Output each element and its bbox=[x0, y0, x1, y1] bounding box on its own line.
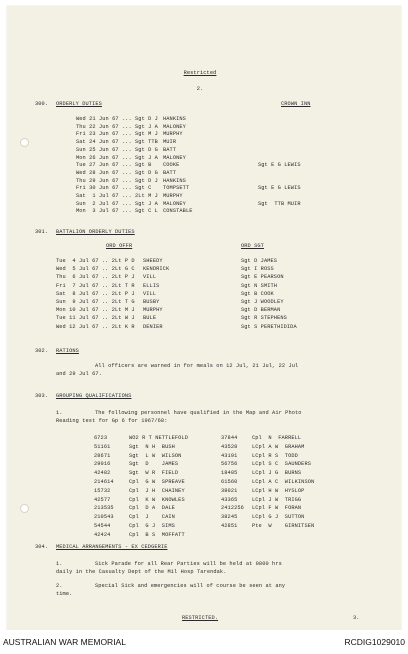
ord-offr-date-rank: Mon 10 Jul 67 .. 2Lt M J bbox=[56, 307, 135, 314]
paragraph-line: Reading test for Gp 6 for 1967/68: bbox=[56, 418, 168, 424]
ord-sgt: Sgt R STEPHENS bbox=[241, 315, 287, 322]
service-number: 29016 bbox=[94, 461, 111, 468]
service-number: 18405 bbox=[221, 470, 238, 477]
ord-offr-name: MURPHY bbox=[143, 307, 163, 314]
service-number: 42424 bbox=[94, 531, 111, 538]
crown-inn-duty: Sgt E G LEWIS bbox=[258, 162, 301, 169]
service-number: 56756 bbox=[221, 461, 238, 468]
rank-name: Cpl J H CHAINEY bbox=[129, 487, 185, 494]
duty-name: MURPHY bbox=[163, 193, 183, 199]
paragraph-line: and 29 Jul 67. bbox=[56, 371, 102, 377]
next-page-number: 3. bbox=[353, 615, 360, 621]
ord-sgt: Sgt I ROSS bbox=[241, 266, 274, 273]
punch-hole bbox=[20, 504, 29, 513]
rank-name: Cpl K W KNOWLES bbox=[129, 496, 185, 503]
duty-date-rank: Wed 28 Jun 67 ... Sgt D G bbox=[76, 169, 158, 176]
section-title: BATTALION ORDERLY DUTIES bbox=[56, 229, 135, 235]
paragraph-line: Sick Parade for all Rear Parties will be held at 0800 hrs bbox=[95, 561, 282, 567]
service-number: 43191 bbox=[221, 452, 238, 459]
duty-date-rank: Sat 24 Jun 67 ... Sgt TTB bbox=[76, 139, 158, 146]
ord-offr-name: VILL bbox=[143, 290, 157, 297]
ord-offr-name: SHEEDY bbox=[143, 258, 163, 264]
service-number: 15732 bbox=[94, 487, 111, 494]
duty-name: HANKINS bbox=[163, 116, 186, 122]
duty-name: MALONEY bbox=[163, 154, 186, 161]
service-number: 213535 bbox=[94, 505, 114, 512]
rank-name: Sgt N H BUSH bbox=[129, 443, 175, 450]
rank-name: LCpl F W FORAN bbox=[252, 505, 302, 512]
duty-name: MALONEY bbox=[163, 123, 186, 130]
classification-header: Restricted bbox=[183, 70, 217, 76]
section-number: 302. bbox=[35, 348, 49, 354]
ord-offr-name: BULE bbox=[143, 315, 157, 322]
paragraph-line: Special Sick and emergencies will of course be seen at any bbox=[95, 583, 286, 589]
section-number: 304. bbox=[35, 544, 49, 550]
rank-name: Cpl D A DALE bbox=[129, 505, 175, 512]
duty-name: CONSTABLE bbox=[163, 208, 193, 215]
service-number: 38245 bbox=[221, 514, 238, 521]
duty-name: HANKINS bbox=[163, 177, 186, 184]
duty-name: BATT bbox=[163, 169, 177, 176]
ord-offr-date-rank: Fri 7 Jul 67 .. 2Lt T R bbox=[56, 282, 135, 289]
column-header: ORD OFFR bbox=[106, 243, 133, 249]
paragraph-line: daily in the Casualty Dept of the Mil Hosp Tarendak. bbox=[56, 569, 227, 575]
rank-name: LCpl G J SUTTON bbox=[252, 514, 305, 521]
ord-sgt: Sgt D BERMAN bbox=[241, 307, 281, 314]
paragraph-number: 1. bbox=[56, 410, 63, 416]
ord-offr-date-rank: Tue 11 Jul 67 .. 2Lt W J bbox=[56, 315, 135, 322]
duty-date-rank: Sun 25 Jun 67 ... Sgt D G bbox=[76, 146, 158, 153]
section-title: ORDERLY DUTIES bbox=[56, 101, 102, 107]
section-title: MEDICAL ARRANGEMENTS - EX CEDGERIE bbox=[56, 544, 168, 550]
section-title: RATIONS bbox=[56, 348, 79, 354]
section-number: 300. bbox=[35, 101, 49, 107]
archive-reference: RCDIG1029010 bbox=[344, 637, 405, 647]
service-number: 210543 bbox=[94, 514, 114, 521]
duty-date-rank: Tue 27 Jun 67 ... Sgt B bbox=[76, 162, 152, 169]
punch-hole bbox=[20, 138, 29, 147]
ord-sgt: Sgt J WOODLEY bbox=[241, 299, 284, 305]
paragraph-line: The following personnel have qualified in the Map and Air Photo bbox=[95, 410, 302, 416]
duty-name: BATT bbox=[163, 146, 177, 153]
duty-name: MALONEY bbox=[163, 200, 186, 207]
service-number: 214614 bbox=[94, 479, 114, 485]
rank-name: LCpl R S TODD bbox=[252, 452, 298, 459]
service-number: 6723 bbox=[94, 435, 108, 441]
crown-inn-duty: Sgt E G LEWIS bbox=[258, 185, 301, 192]
classification-footer: RESTRICTED. bbox=[182, 615, 219, 621]
rank-name: Sgt W R FIELD bbox=[129, 470, 179, 477]
rank-name: LCpl A C WILKINSON bbox=[252, 479, 315, 485]
duty-date-rank: Sun 2 Jul 67 ... Sgt J A bbox=[76, 200, 158, 207]
duty-name: COOKE bbox=[163, 162, 180, 169]
duty-date-rank: Thu 22 Jun 67 ... Sgt J A bbox=[76, 123, 158, 130]
ord-sgt: Sgt D JAMES bbox=[241, 258, 278, 264]
archive-footer bbox=[0, 630, 408, 654]
duty-name: MURPHY bbox=[163, 131, 183, 138]
ord-offr-name: BUSBY bbox=[143, 299, 160, 305]
rank-name: LCpl A W GRAHAM bbox=[252, 443, 305, 450]
service-number: 54544 bbox=[94, 523, 111, 529]
archive-name: AUSTRALIAN WAR MEMORIAL bbox=[3, 637, 126, 647]
page-number: 2. bbox=[196, 86, 204, 92]
ord-offr-name: ELLIS bbox=[143, 282, 160, 289]
duty-date-rank: Sat 1 Jul 67 ... 2Lt M J bbox=[76, 193, 158, 199]
ord-offr-date-rank: Sat 8 Jul 67 .. 2Lt P J bbox=[56, 290, 135, 297]
service-number: 42851 bbox=[221, 523, 238, 529]
rank-name: LCpl H W HYSLOP bbox=[252, 487, 305, 494]
duty-date-rank: Wed 21 Jun 67 ... Sgt D J bbox=[76, 116, 158, 122]
rank-name: Cpl J CAIN bbox=[129, 514, 175, 521]
ord-offr-name: VILL bbox=[143, 274, 157, 281]
service-number: 42482 bbox=[94, 470, 111, 477]
duty-name: MUIR bbox=[163, 139, 177, 146]
ord-sgt: Sgt S PERETHIDIDA bbox=[241, 323, 297, 330]
column-header: CROWN INN bbox=[281, 101, 311, 107]
service-number: 43365 bbox=[221, 496, 238, 503]
column-header: ORD SGT bbox=[241, 243, 264, 249]
ord-offr-name: DENIER bbox=[143, 323, 163, 330]
paragraph-line: All officers are warned in for meals on 12 Jul, 21 Jul, 22 Jul bbox=[95, 363, 299, 369]
service-number: 38021 bbox=[221, 487, 238, 494]
duty-date-rank: Fri 30 Jun 67 ... Sgt C bbox=[76, 185, 152, 192]
section-number: 303. bbox=[35, 393, 49, 399]
service-number: 61560 bbox=[221, 479, 238, 485]
ord-sgt: Sgt B COOK bbox=[241, 290, 274, 297]
rank-name: Pte W GIRNITSEN bbox=[252, 523, 315, 529]
service-number: 28671 bbox=[94, 452, 111, 459]
ord-sgt: Sgt E PEARSON bbox=[241, 274, 284, 281]
service-number: 42577 bbox=[94, 496, 111, 503]
rank-name: LCpl J W TRIGG bbox=[252, 496, 302, 503]
rank-name: Cpl N FARRELL bbox=[252, 435, 302, 441]
paragraph-line: time. bbox=[56, 591, 73, 597]
section-title: GROUPING QUALIFICATIONS bbox=[56, 393, 132, 399]
rank-name: LCpl S C SAUNDERS bbox=[252, 461, 312, 468]
duty-date-rank: Mon 26 Jun 67 ... Sgt J A bbox=[76, 154, 158, 161]
ord-offr-date-rank: Wed 5 Jul 67 .. 2Lt G C bbox=[56, 266, 135, 273]
ord-offr-name: KENDRICK bbox=[143, 266, 170, 273]
rank-name: LCpl J G BURNS bbox=[252, 470, 302, 477]
duty-name: TOMPSETT bbox=[163, 185, 190, 192]
paragraph-number: 1. bbox=[56, 561, 63, 567]
service-number: 37844 bbox=[221, 435, 238, 441]
service-number: 43528 bbox=[221, 443, 238, 450]
duty-date-rank: Mon 3 Jul 67 ... Sgt C L bbox=[76, 208, 158, 215]
duty-date-rank: Fri 23 Jun 67 ... Sgt M J bbox=[76, 131, 158, 138]
paragraph-number: 2. bbox=[56, 583, 63, 589]
rank-name: Sgt D JAMES bbox=[129, 461, 179, 468]
ord-offr-date-rank: Sun 9 Jul 67 .. 2Lt T G bbox=[56, 299, 135, 305]
ord-sgt: Sgt N SMITH bbox=[241, 282, 278, 289]
crown-inn-duty: Sgt TTB MUIR bbox=[258, 200, 301, 207]
section-number: 301. bbox=[35, 229, 49, 235]
duty-date-rank: Thu 29 Jun 67 ... Sgt D J bbox=[76, 177, 158, 184]
rank-name: Cpl G J SIMS bbox=[129, 523, 175, 529]
ord-offr-date-rank: Tue 4 Jul 67 .. 2Lt P D bbox=[56, 258, 135, 264]
rank-name: Sgt L W WILSON bbox=[129, 452, 182, 459]
service-number: 51161 bbox=[94, 443, 111, 450]
ord-offr-date-rank: Thu 6 Jul 67 .. 2Lt P J bbox=[56, 274, 135, 281]
rank-name: Cpl B S MOFFATT bbox=[129, 531, 185, 538]
rank-name: WO2 R T NETTLEFOLD bbox=[129, 435, 189, 441]
service-number: 2412256 bbox=[221, 505, 244, 512]
rank-name: Cpl G W SPREAVE bbox=[129, 479, 185, 485]
ord-offr-date-rank: Wed 12 Jul 67 .. 2Lt K R bbox=[56, 323, 135, 330]
